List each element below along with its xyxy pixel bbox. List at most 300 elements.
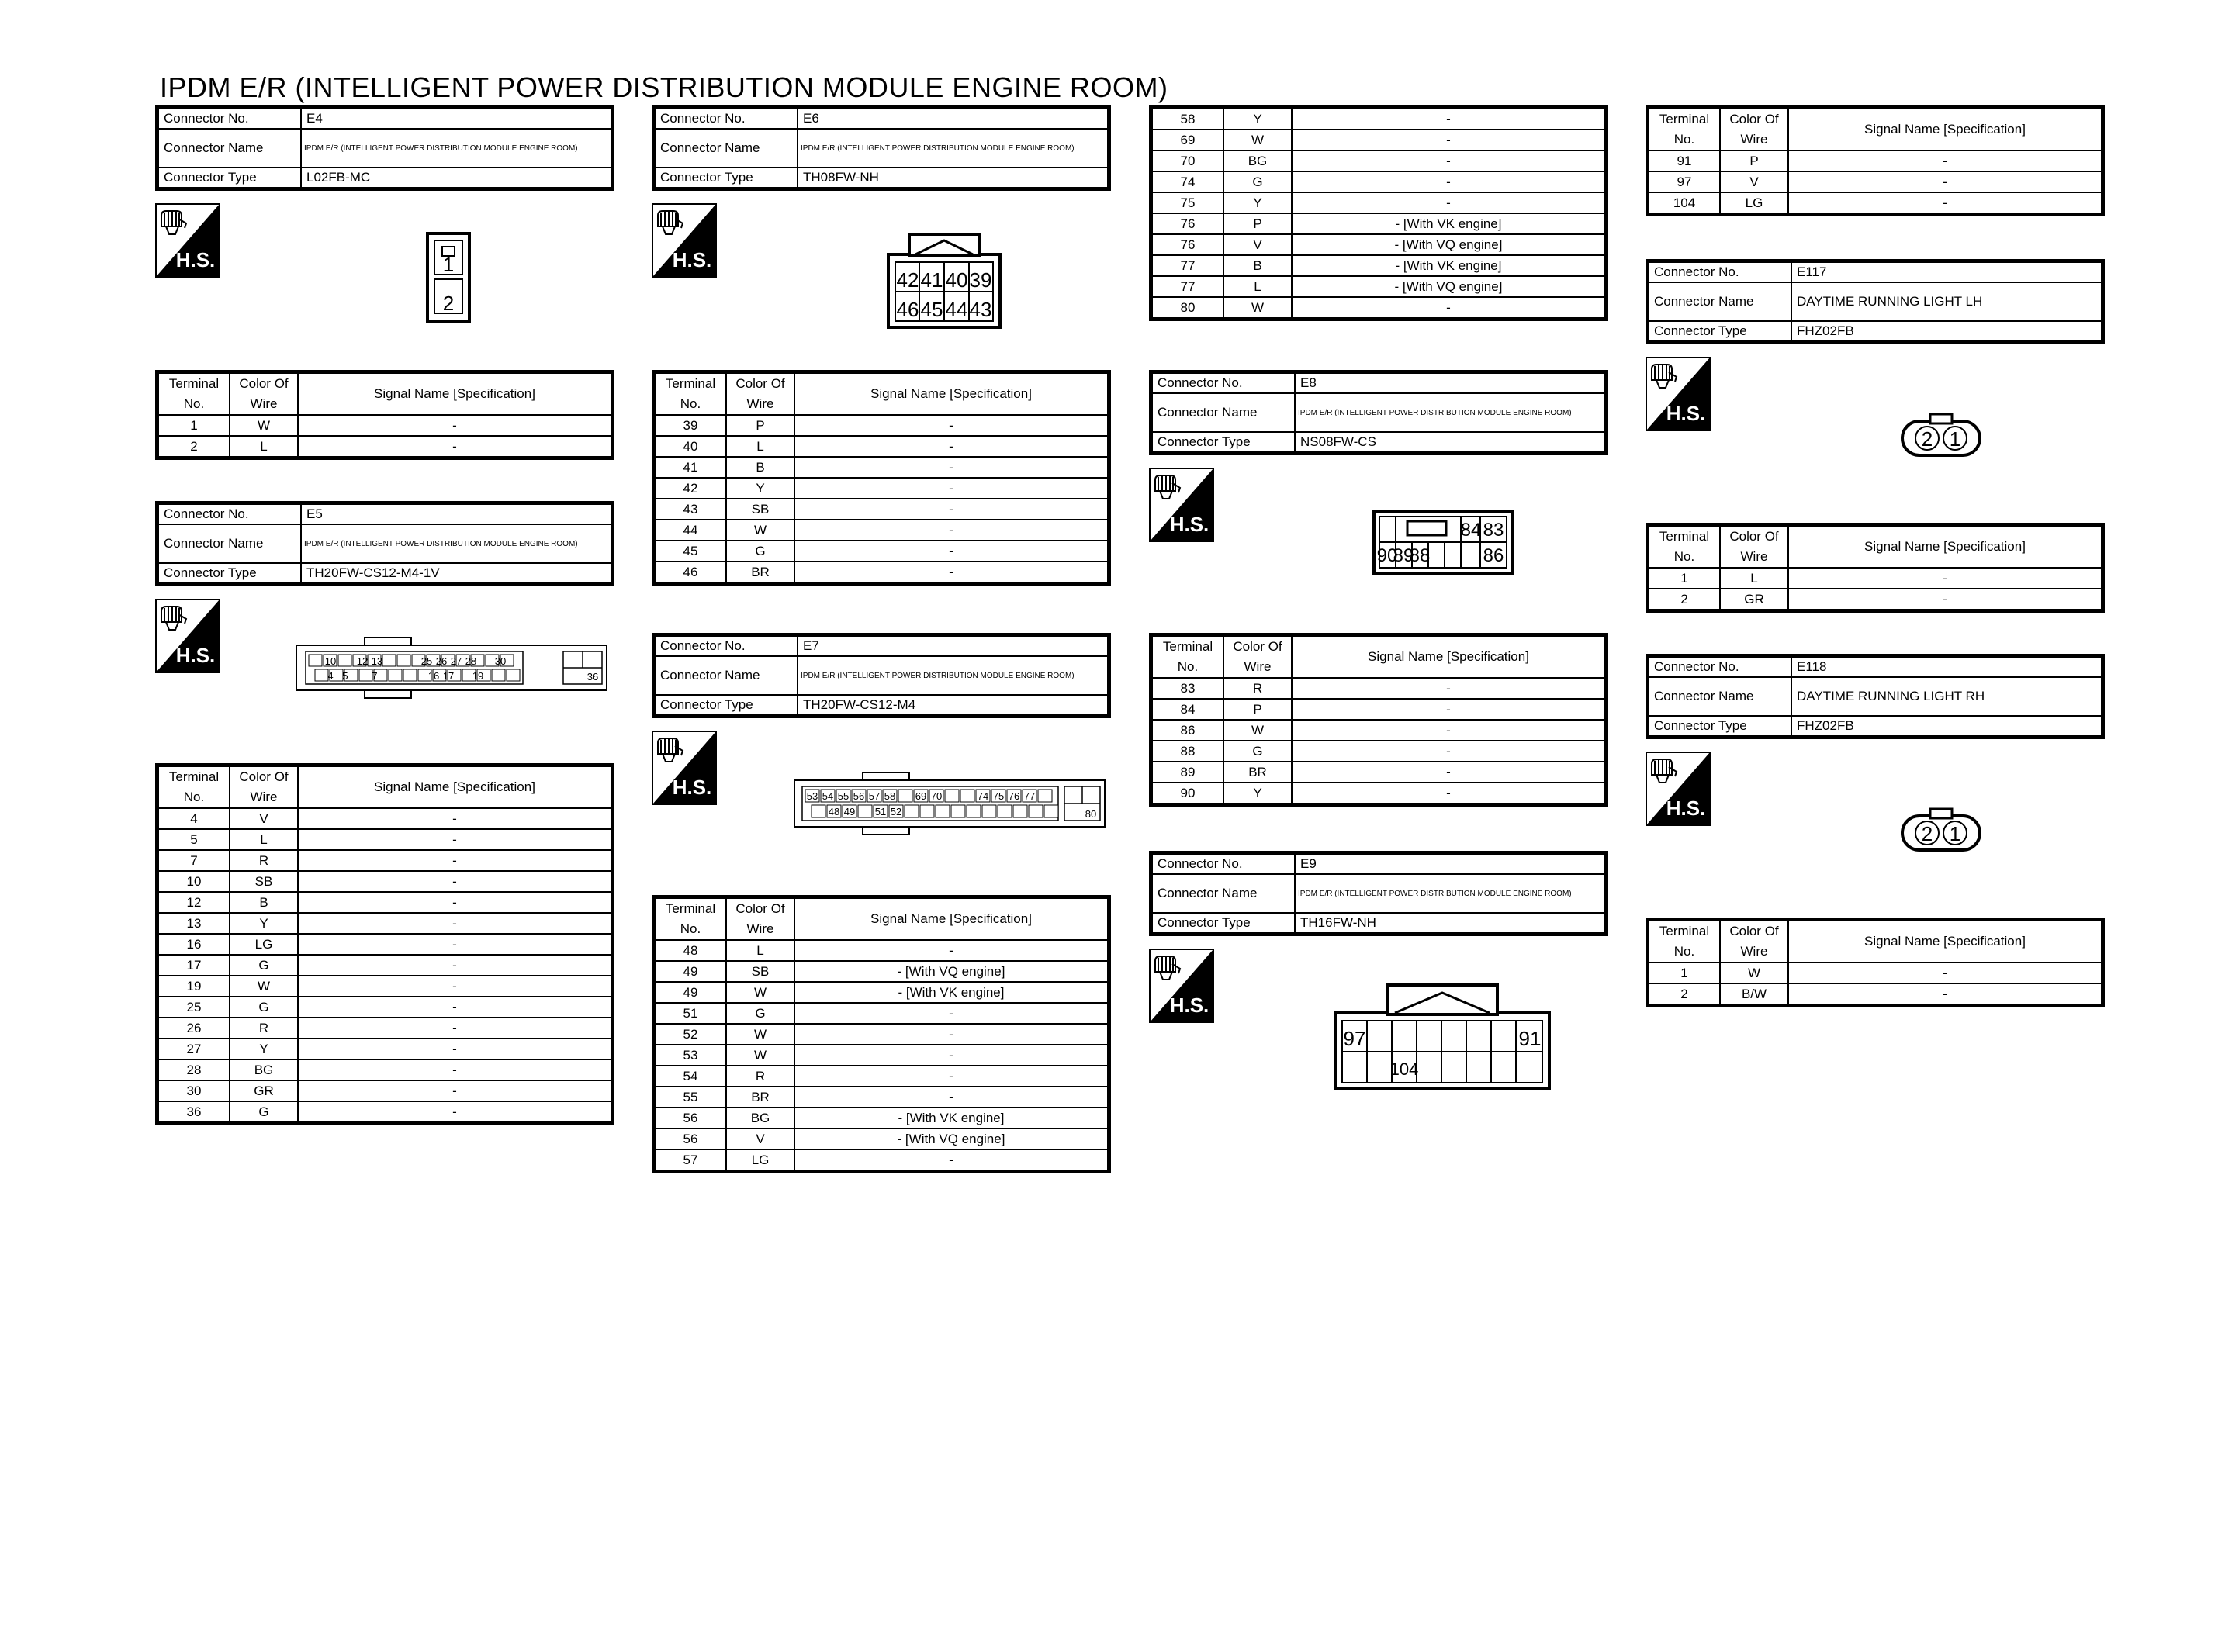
pin-label: 13	[371, 655, 383, 667]
terminal-no-cell: 25	[157, 997, 230, 1018]
terminal-table-E118	[1646, 918, 2105, 1007]
table-row	[654, 499, 1109, 520]
table-row	[157, 892, 613, 913]
pin-label: 70	[930, 790, 943, 802]
pin-label: 46	[896, 298, 919, 321]
table-row	[157, 976, 613, 997]
color-of-wire-header: Color Of Wire	[1720, 920, 1788, 963]
color-of-wire-header: Color Of Wire	[1720, 525, 1788, 569]
signal-name-cell: - [With VQ engine]	[1292, 234, 1607, 255]
wire-color-cell: W	[230, 976, 298, 997]
signal-name-cell: - [With VK engine]	[1292, 213, 1607, 234]
signal-name-cell: -	[298, 955, 613, 976]
pin-label: 90	[1376, 545, 1398, 566]
connector-name-label: Connector Name	[654, 129, 798, 168]
signal-name-cell: -	[298, 997, 613, 1018]
terminal-table-E6	[652, 370, 1111, 586]
connector-no-label: Connector No.	[1648, 261, 1792, 283]
connector-no-value: E9	[1295, 853, 1607, 875]
table-header	[1648, 525, 2103, 569]
color-of-wire-header: Color Of Wire	[230, 372, 298, 416]
terminal-no-cell: 54	[654, 1066, 727, 1087]
wire-color-cell: W	[1223, 297, 1292, 320]
wire-color-cell: G	[1223, 741, 1292, 762]
wire-color-cell: B/W	[1720, 983, 1788, 1006]
table-row	[1151, 150, 1607, 171]
terminal-no-cell: 57	[654, 1149, 727, 1172]
signal-name-cell: - [With VK engine]	[794, 982, 1109, 1003]
pin-label: 91	[1518, 1027, 1542, 1050]
connector-face-E8	[1372, 509, 1514, 575]
terminal-no-header: Terminal No.	[654, 372, 727, 416]
terminal-no-cell: 91	[1648, 150, 1721, 171]
signal-name-cell: -	[298, 976, 613, 997]
wire-color-cell: G	[230, 997, 298, 1018]
connector-info-table	[652, 633, 1111, 718]
pin-label: 1	[442, 253, 455, 276]
signal-name-header: Signal Name [Specification]	[794, 897, 1109, 941]
connector-info-E7	[652, 633, 1111, 718]
terminal-no-cell: 2	[157, 436, 230, 458]
terminal-no-cell: 77	[1151, 276, 1224, 297]
color-of-wire-header: Color Of Wire	[1223, 635, 1292, 679]
signal-name-header: Signal Name [Specification]	[1788, 920, 2103, 963]
table-row	[654, 1003, 1109, 1024]
table-row	[1151, 213, 1607, 234]
terminal-no-cell: 55	[654, 1087, 727, 1108]
connector-no-value: E4	[301, 108, 613, 130]
pin-label: 88	[1409, 545, 1431, 566]
wire-color-cell: SB	[726, 961, 794, 982]
signal-name-cell: -	[1292, 678, 1607, 699]
connector-info-table	[155, 105, 614, 191]
harness-side-icon	[1149, 468, 1214, 542]
table-row	[157, 850, 613, 871]
signal-name-header: Signal Name [Specification]	[794, 372, 1109, 416]
signal-name-cell: -	[1788, 963, 2103, 983]
pin-label: 104	[1389, 1059, 1419, 1079]
pin-label: 97	[1343, 1027, 1366, 1050]
signal-name-cell: -	[298, 1059, 613, 1080]
connector-info-E8	[1149, 370, 1608, 455]
terminal-no-cell: 76	[1151, 213, 1224, 234]
connector-no-label: Connector No.	[654, 108, 798, 130]
table-header	[157, 372, 613, 416]
signal-name-cell: -	[298, 808, 613, 829]
pin-label: 42	[896, 268, 919, 292]
connector-type-label: Connector Type	[157, 563, 302, 585]
terminal-no-cell: 49	[654, 982, 727, 1003]
wire-color-cell: G	[230, 1101, 298, 1124]
connector-info-E117	[1646, 259, 2105, 344]
connector-face-E5	[295, 636, 608, 701]
terminal-no-cell: 7	[157, 850, 230, 871]
pin-label: 25	[420, 655, 433, 667]
pin-label: 74	[977, 790, 989, 802]
table-row	[1151, 741, 1607, 762]
pin-label: 51	[874, 806, 887, 817]
pin-label: 2	[442, 292, 455, 315]
wire-color-cell: P	[1720, 150, 1788, 171]
terminal-no-cell: 19	[157, 976, 230, 997]
pin-label: 17	[442, 670, 455, 682]
signal-name-cell: -	[794, 1149, 1109, 1172]
connector-face-E6	[886, 231, 1002, 330]
table-row	[1648, 171, 2103, 192]
connector-type-value: NS08FW-CS	[1295, 432, 1607, 454]
wire-color-cell: G	[230, 955, 298, 976]
table-row	[654, 940, 1109, 961]
signal-name-cell: -	[1292, 297, 1607, 320]
signal-name-cell: -	[794, 541, 1109, 562]
terminal-no-cell: 1	[157, 415, 230, 436]
wire-color-cell: GR	[230, 1080, 298, 1101]
wire-color-cell: P	[1223, 213, 1292, 234]
terminal-no-cell: 12	[157, 892, 230, 913]
wire-color-cell: BG	[230, 1059, 298, 1080]
connector-no-label: Connector No.	[1151, 853, 1296, 875]
terminal-no-cell: 75	[1151, 192, 1224, 213]
terminal-table-E8	[1149, 633, 1608, 807]
table-row	[157, 808, 613, 829]
terminal-table-E5	[155, 763, 614, 1125]
connector-face-E118	[1899, 807, 1983, 855]
terminal-table	[652, 370, 1111, 586]
harness-side-icon	[652, 203, 717, 278]
color-of-wire-header: Color Of Wire	[230, 766, 298, 809]
signal-name-cell: -	[298, 871, 613, 892]
signal-name-cell: -	[1292, 171, 1607, 192]
wire-color-cell: L	[1223, 276, 1292, 297]
wire-color-cell: Y	[230, 1039, 298, 1059]
signal-name-cell: -	[1292, 192, 1607, 213]
table-row	[654, 1149, 1109, 1172]
connector-name-value: IPDM E/R (INTELLIGENT POWER DISTRIBUTION MODULE ENGINE ROOM)	[301, 129, 613, 168]
signal-name-cell: - [With VQ engine]	[1292, 276, 1607, 297]
table-header	[1151, 635, 1607, 679]
signal-name-cell: -	[298, 1039, 613, 1059]
wire-color-cell: V	[1223, 234, 1292, 255]
signal-name-cell: -	[1292, 150, 1607, 171]
terminal-no-cell: 27	[157, 1039, 230, 1059]
terminal-no-cell: 97	[1648, 171, 1721, 192]
table-row	[1151, 276, 1607, 297]
connector-info-table	[1646, 259, 2105, 344]
connector-name-label: Connector Name	[157, 129, 302, 168]
connector-no-label: Connector No.	[157, 108, 302, 130]
wire-color-cell: W	[230, 415, 298, 436]
harness-side-icon	[155, 203, 220, 278]
table-row	[1648, 589, 2103, 611]
wire-color-cell: Y	[1223, 108, 1292, 130]
connector-type-value: TH20FW-CS12-M4-1V	[301, 563, 613, 585]
connector-info-E6	[652, 105, 1111, 191]
connector-type-label: Connector Type	[1151, 432, 1296, 454]
table-row	[157, 1039, 613, 1059]
terminal-no-cell: 2	[1648, 589, 1721, 611]
connector-no-value: E117	[1791, 261, 2103, 283]
pin-label: 28	[465, 655, 477, 667]
pin-label: 80	[1085, 808, 1097, 820]
wire-color-cell: B	[1223, 255, 1292, 276]
table-row	[157, 1101, 613, 1124]
terminal-no-cell: 13	[157, 913, 230, 934]
table-row	[157, 934, 613, 955]
terminal-no-cell: 41	[654, 457, 727, 478]
terminal-no-cell: 36	[157, 1101, 230, 1124]
table-row	[1151, 699, 1607, 720]
connector-no-value: E8	[1295, 372, 1607, 394]
terminal-no-cell: 46	[654, 562, 727, 584]
signal-name-cell: -	[1788, 568, 2103, 589]
terminal-no-header: Terminal No.	[157, 372, 230, 416]
pin-label: 75	[992, 790, 1005, 802]
signal-name-cell: -	[794, 478, 1109, 499]
table-row	[157, 871, 613, 892]
signal-name-header: Signal Name [Specification]	[298, 372, 613, 416]
table-row	[157, 955, 613, 976]
wire-color-cell: L	[1720, 568, 1788, 589]
terminal-no-cell: 58	[1151, 108, 1224, 130]
color-of-wire-header: Color Of Wire	[1720, 108, 1788, 151]
table-row	[654, 436, 1109, 457]
pin-label: 89	[1393, 545, 1414, 566]
pin-label: 58	[884, 790, 896, 802]
wire-color-cell: R	[230, 850, 298, 871]
connector-type-value: FHZ02FB	[1791, 716, 2103, 738]
connector-info-table	[1646, 654, 2105, 739]
terminal-no-cell: 69	[1151, 130, 1224, 150]
signal-name-cell: -	[794, 457, 1109, 478]
terminal-no-header: Terminal No.	[654, 897, 727, 941]
signal-name-cell: - [With VK engine]	[1292, 255, 1607, 276]
wire-color-cell: Y	[1223, 783, 1292, 805]
pin-label: 26	[435, 655, 448, 667]
table-row	[157, 436, 613, 458]
terminal-no-cell: 43	[654, 499, 727, 520]
connector-type-label: Connector Type	[654, 695, 798, 717]
wire-color-cell: B	[726, 457, 794, 478]
table-header	[654, 897, 1109, 941]
signal-name-cell: -	[298, 415, 613, 436]
table-row	[1151, 762, 1607, 783]
hs-label: H.S.	[175, 248, 216, 271]
signal-name-cell: -	[1292, 741, 1607, 762]
wire-color-cell: G	[726, 541, 794, 562]
page-title: IPDM E/R (INTELLIGENT POWER DISTRIBUTION MODULE ENGINE ROOM)	[160, 71, 1168, 103]
pin-label: 83	[1483, 520, 1504, 541]
signal-name-cell: -	[1292, 699, 1607, 720]
terminal-table	[155, 763, 614, 1125]
pin-label: 55	[837, 790, 850, 802]
signal-name-cell: - [With VQ engine]	[794, 1128, 1109, 1149]
pin-label: 12	[356, 655, 369, 667]
table-row	[1648, 983, 2103, 1006]
table-row	[654, 1024, 1109, 1045]
hs-label: H.S.	[672, 248, 712, 271]
terminal-no-cell: 104	[1648, 192, 1721, 215]
connector-info-table	[652, 105, 1111, 191]
signal-name-cell: -	[794, 499, 1109, 520]
connector-no-value: E5	[301, 503, 613, 525]
terminal-table	[1149, 105, 1608, 321]
pin-label: 48	[828, 806, 840, 817]
pin-label: 45	[920, 298, 943, 321]
pin-label: 57	[868, 790, 881, 802]
terminal-no-cell: 1	[1648, 568, 1721, 589]
table-row	[654, 457, 1109, 478]
pin-label: 69	[915, 790, 927, 802]
terminal-no-cell: 16	[157, 934, 230, 955]
wire-color-cell: BG	[1223, 150, 1292, 171]
signal-name-cell: -	[794, 1045, 1109, 1066]
terminal-no-cell: 45	[654, 541, 727, 562]
connector-name-value: IPDM E/R (INTELLIGENT POWER DISTRIBUTION MODULE ENGINE ROOM)	[1295, 874, 1607, 913]
connector-no-label: Connector No.	[1151, 372, 1296, 394]
connector-info-E5	[155, 501, 614, 586]
signal-name-cell: -	[1292, 783, 1607, 805]
pin-label: 2	[1921, 427, 1933, 451]
pin-label: 4	[327, 670, 334, 682]
signal-name-cell: -	[298, 1018, 613, 1039]
terminal-no-cell: 30	[157, 1080, 230, 1101]
signal-name-cell: -	[794, 1066, 1109, 1087]
pin-label: 39	[969, 268, 992, 292]
connector-type-label: Connector Type	[1648, 321, 1792, 343]
pin-label: 84	[1460, 520, 1482, 541]
connector-name-label: Connector Name	[1648, 282, 1792, 321]
pin-label: 30	[494, 655, 507, 667]
terminal-no-cell: 83	[1151, 678, 1224, 699]
terminal-no-cell: 56	[654, 1108, 727, 1128]
wire-color-cell: W	[726, 982, 794, 1003]
connector-no-label: Connector No.	[1648, 656, 1792, 678]
signal-name-cell: -	[1292, 720, 1607, 741]
wire-color-cell: SB	[230, 871, 298, 892]
terminal-no-cell: 28	[157, 1059, 230, 1080]
table-row	[1151, 255, 1607, 276]
wire-color-cell: W	[1720, 963, 1788, 983]
wire-color-cell: BR	[1223, 762, 1292, 783]
table-row	[1151, 720, 1607, 741]
pin-label: 54	[822, 790, 834, 802]
table-row	[1648, 568, 2103, 589]
terminal-no-cell: 52	[654, 1024, 727, 1045]
pin-label: 86	[1483, 545, 1504, 566]
signal-name-cell: -	[1292, 130, 1607, 150]
terminal-no-header: Terminal No.	[1648, 920, 1721, 963]
terminal-table	[1646, 918, 2105, 1007]
signal-name-cell: -	[298, 934, 613, 955]
terminal-no-cell: 39	[654, 415, 727, 436]
terminal-no-cell: 53	[654, 1045, 727, 1066]
table-row	[654, 961, 1109, 982]
connector-name-value: DAYTIME RUNNING LIGHT RH	[1791, 677, 2103, 716]
terminal-no-cell: 80	[1151, 297, 1224, 320]
signal-name-cell: -	[298, 829, 613, 850]
pin-label: 53	[806, 790, 818, 802]
wire-color-cell: R	[726, 1066, 794, 1087]
connector-info-E9	[1149, 851, 1608, 936]
wire-color-cell: R	[230, 1018, 298, 1039]
table-row	[654, 478, 1109, 499]
table-row	[157, 1080, 613, 1101]
table-row	[1648, 150, 2103, 171]
connector-name-value: IPDM E/R (INTELLIGENT POWER DISTRIBUTION MODULE ENGINE ROOM)	[1295, 393, 1607, 432]
signal-name-cell: -	[1292, 108, 1607, 130]
terminal-no-header: Terminal No.	[157, 766, 230, 809]
pin-label: 1	[1949, 427, 1961, 451]
wire-color-cell: LG	[1720, 192, 1788, 215]
signal-name-cell: -	[298, 892, 613, 913]
terminal-table	[1646, 523, 2105, 613]
wire-color-cell: LG	[726, 1149, 794, 1172]
connector-type-label: Connector Type	[654, 168, 798, 189]
terminal-table-E7_cont	[1149, 105, 1608, 321]
wire-color-cell: Y	[230, 913, 298, 934]
pin-label: 44	[945, 298, 968, 321]
wire-color-cell: BR	[726, 1087, 794, 1108]
terminal-no-cell: 48	[654, 940, 727, 961]
terminal-no-cell: 90	[1151, 783, 1224, 805]
connector-name-value: IPDM E/R (INTELLIGENT POWER DISTRIBUTION MODULE ENGINE ROOM)	[798, 129, 1109, 168]
wire-color-cell: G	[726, 1003, 794, 1024]
terminal-table-E7	[652, 895, 1111, 1173]
wire-color-cell: W	[1223, 130, 1292, 150]
terminal-no-cell: 10	[157, 871, 230, 892]
table-row	[654, 1087, 1109, 1108]
signal-name-cell: -	[1788, 192, 2103, 215]
wire-color-cell: V	[726, 1128, 794, 1149]
terminal-no-cell: 86	[1151, 720, 1224, 741]
table-row	[1151, 678, 1607, 699]
terminal-no-cell: 17	[157, 955, 230, 976]
color-of-wire-header: Color Of Wire	[726, 372, 794, 416]
harness-side-icon	[155, 599, 220, 673]
signal-name-cell: -	[298, 1080, 613, 1101]
wire-color-cell: V	[230, 808, 298, 829]
table-row	[654, 1128, 1109, 1149]
connector-type-label: Connector Type	[1151, 913, 1296, 935]
harness-side-icon	[1646, 357, 1711, 431]
table-row	[1151, 297, 1607, 320]
table-row	[654, 1066, 1109, 1087]
connector-info-table	[1149, 370, 1608, 455]
signal-name-cell: -	[794, 415, 1109, 436]
table-row	[1648, 192, 2103, 215]
connector-name-label: Connector Name	[1648, 677, 1792, 716]
table-row	[157, 1059, 613, 1080]
signal-name-cell: -	[794, 520, 1109, 541]
pin-label: 49	[843, 806, 856, 817]
connector-name-label: Connector Name	[654, 656, 798, 695]
table-row	[654, 415, 1109, 436]
signal-name-cell: -	[794, 562, 1109, 584]
harness-side-icon	[1646, 752, 1711, 826]
wire-color-cell: GR	[1720, 589, 1788, 611]
connector-face-E7	[793, 771, 1106, 838]
table-row	[1151, 192, 1607, 213]
table-row	[654, 520, 1109, 541]
signal-name-cell: - [With VQ engine]	[794, 961, 1109, 982]
terminal-no-header: Terminal No.	[1648, 108, 1721, 151]
table-row	[654, 1108, 1109, 1128]
wire-color-cell: P	[726, 415, 794, 436]
wire-color-cell: B	[230, 892, 298, 913]
wire-color-cell: R	[1223, 678, 1292, 699]
terminal-no-cell: 5	[157, 829, 230, 850]
terminal-no-cell: 42	[654, 478, 727, 499]
